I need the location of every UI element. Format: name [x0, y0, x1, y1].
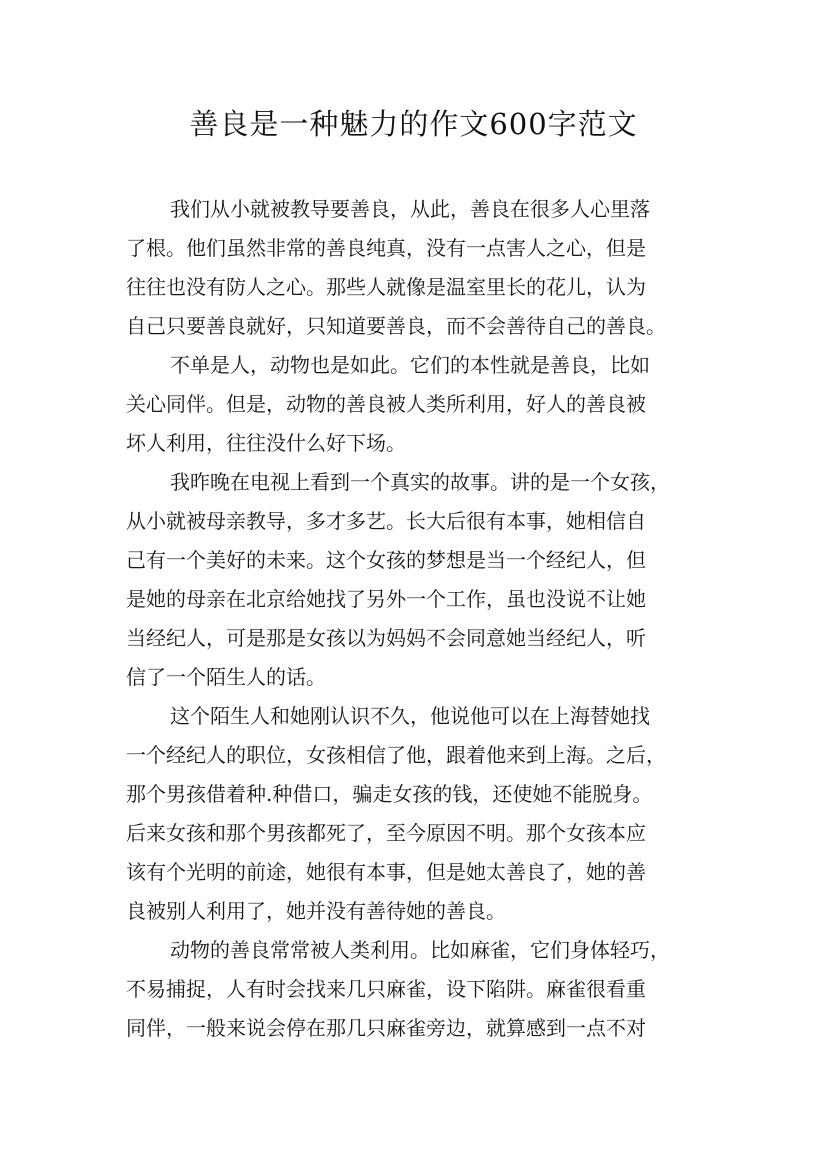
text-line: 不单是人，动物也是如此。它们的本性就是善良，比如: [170, 353, 650, 377]
text-line: 坏人利用，往往没什么好下场。: [126, 431, 406, 455]
paragraph: [126, 463, 706, 697]
text-line: 一个经纪人的职位，女孩相信了他，跟着他来到上海。之后，: [126, 743, 666, 767]
text-line: 那个男孩借着种.种借口，骗走女孩的钱，还使她不能脱身。: [126, 782, 653, 806]
text-line: 己有一个美好的未来。这个女孩的梦想是当一个经纪人，但: [126, 548, 646, 572]
paragraph: [126, 346, 706, 463]
document-title: 善良是一种魅力的作文600字范文: [189, 107, 638, 141]
text-line: 关心同伴。但是，动物的善良被人类所利用，好人的善良被: [126, 392, 646, 416]
text-line: 这个陌生人和她刚认识不久，他说他可以在上海替她找: [170, 704, 650, 728]
text-line: 自己只要善良就好，只知道要善良，而不会善待自己的善良。: [126, 314, 666, 338]
text-line: 我们从小就被教导要善良，从此，善良在很多人心里落: [170, 197, 650, 221]
paragraph: [126, 931, 706, 1048]
text-line: 是她的母亲在北京给她找了另外一个工作，虽也没说不让她: [126, 587, 646, 611]
paragraph: [126, 697, 706, 931]
text-line: 该有个光明的前途，她很有本事，但是她太善良了，她的善: [126, 860, 646, 884]
text-line: 了根。他们虽然非常的善良纯真，没有一点害人之心，但是: [126, 236, 646, 260]
text-line: 不易捕捉，人有时会找来几只麻雀，设下陷阱。麻雀很看重: [126, 977, 646, 1001]
text-line: 后来女孩和那个男孩都死了，至今原因不明。那个女孩本应: [126, 821, 646, 845]
text-line: 动物的善良常常被人类利用。比如麻雀，它们身体轻巧，: [170, 938, 670, 962]
document-body: [126, 190, 706, 1048]
text-line: 往往也没有防人之心。那些人就像是温室里长的花儿，认为: [126, 275, 646, 299]
text-line: 当经纪人，可是那是女孩以为妈妈不会同意她当经纪人，听: [126, 626, 646, 650]
text-line: 同伴，一般来说会停在那几只麻雀旁边，就算感到一点不对: [126, 1016, 646, 1040]
paragraph: [126, 190, 706, 346]
text-line: 信了一个陌生人的话。: [126, 665, 326, 689]
text-line: 良被别人利用了，她并没有善待她的善良。: [126, 899, 506, 923]
text-line: 我昨晚在电视上看到一个真实的故事。讲的是一个女孩，: [170, 470, 670, 494]
text-line: 从小就被母亲教导，多才多艺。长大后很有本事，她相信自: [126, 509, 646, 533]
